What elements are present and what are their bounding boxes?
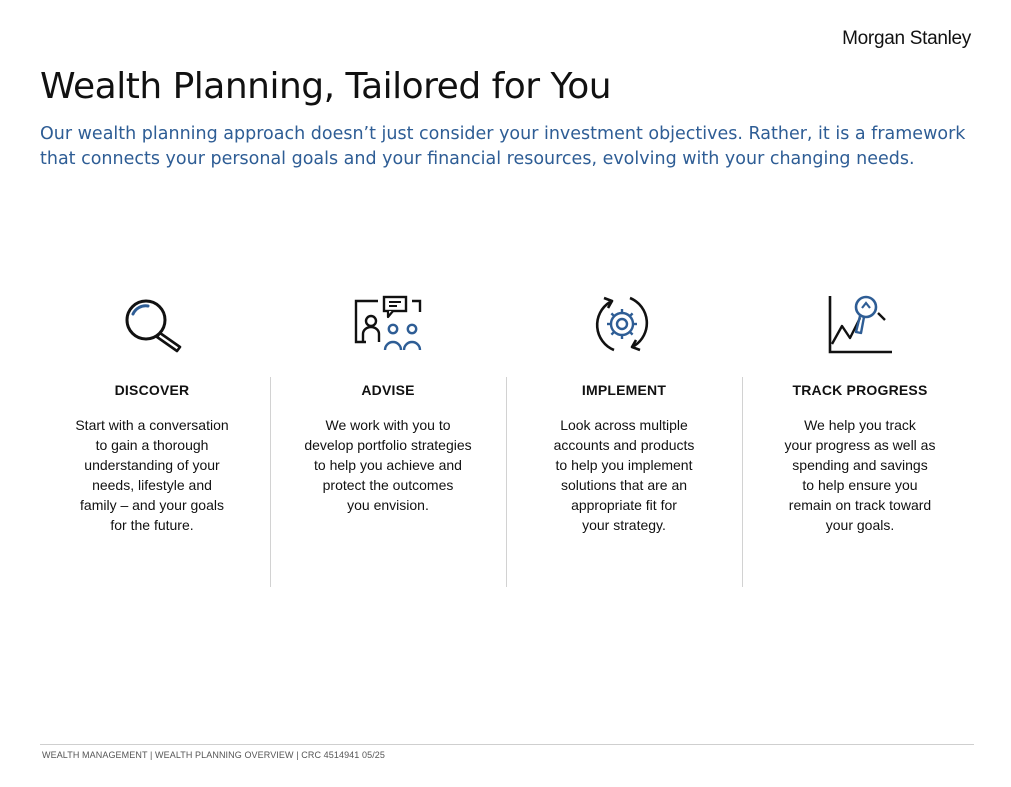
step-title: IMPLEMENT <box>581 382 667 398</box>
step-title: DISCOVER <box>114 382 190 398</box>
step-description: We work with you to develop portfolio strategies to help you achieve and protect the outcomes you envision. <box>304 417 472 513</box>
intro-paragraph: Our wealth planning approach doesn’t just consider your investment objectives. Rather, it is a framework that connects your personal goals and your financial resources, evolving with your changing needs. <box>40 124 966 169</box>
step-implement <box>506 290 742 590</box>
step-description: Look across multiple accounts and products to help you implement solutions that are an appropriate fit for your strategy. <box>553 417 695 533</box>
advisor-meeting-icon <box>270 290 506 358</box>
step-discover <box>34 290 270 590</box>
step-track-progress <box>742 290 978 590</box>
step-title: TRACK PROGRESS <box>792 382 928 398</box>
brand-logo-text: Morgan Stanley <box>842 28 971 49</box>
chart-magnifier-icon <box>742 290 978 358</box>
step-title: ADVISE <box>361 382 415 398</box>
planning-steps <box>34 290 978 590</box>
step-advise <box>270 290 506 590</box>
step-description: Start with a conversation to gain a thorough understanding of your needs, lifestyle and family – and your goals for the future. <box>75 417 229 533</box>
step-description: We help you track your progress as well as spending and savings to help ensure you remain on track toward your goals. <box>784 417 936 533</box>
footer-divider <box>40 744 974 745</box>
footer-text: WEALTH MANAGEMENT | WEALTH PLANNING OVERVIEW | CRC 4514941 05/25 <box>42 750 386 760</box>
page-title: Wealth Planning, Tailored for You <box>40 66 612 107</box>
magnifier-icon <box>34 290 270 358</box>
gear-cycle-icon <box>506 290 742 358</box>
